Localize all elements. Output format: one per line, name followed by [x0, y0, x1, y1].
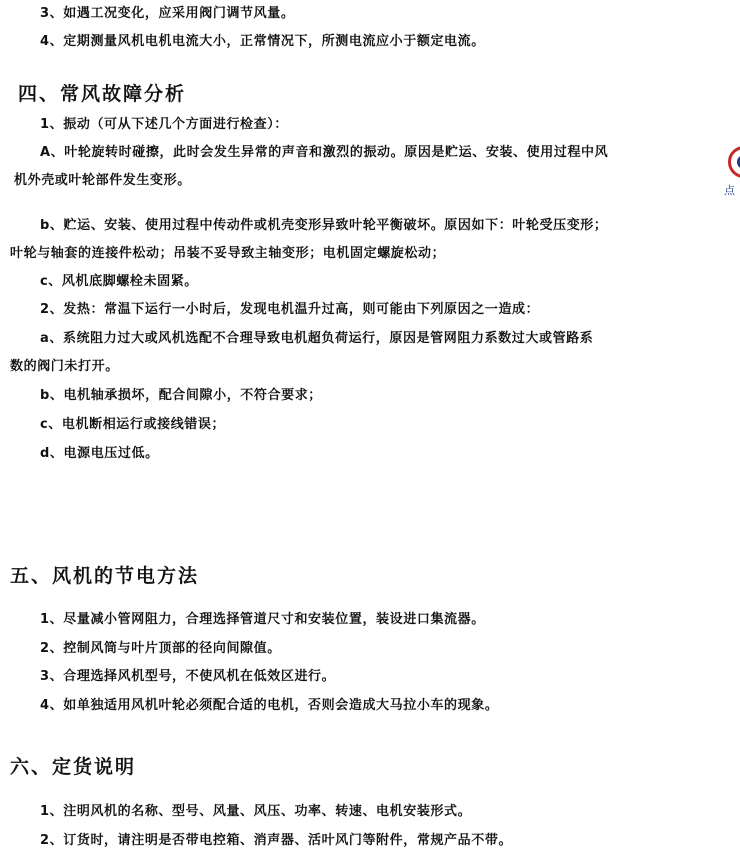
order-item-2: 2、订货时，请注明是否带电控箱、消声器、活叶风门等附件，常规产品不带。: [40, 833, 513, 848]
saving-item-1: 1、尽量减小管网阻力，合理选择管道尺寸和安装位置，装设进口集流器。: [40, 612, 485, 627]
section-heading-energy-saving: 五、风机的节电方法: [10, 565, 200, 587]
fault-heating-a: a、系统阻力过大或风机选配不合理导致电机超负荷运行，原因是管网阻力系数过大或管路系: [40, 331, 594, 346]
maintenance-item-4: 4、定期测量风机电机电流大小，正常情况下，所测电流应小于额定电流。: [40, 34, 485, 49]
saving-item-4: 4、如单独适用风机叶轮必须配合适的电机，否则会造成大马拉小车的现象。: [40, 698, 499, 713]
fault-heating-a-cont: 数的阀门未打开。: [10, 359, 119, 374]
saving-item-2: 2、控制风筒与叶片顶部的径向间隙值。: [40, 641, 281, 656]
fault-vibration-c: c、风机底脚螺栓未固紧。: [40, 274, 198, 289]
saving-item-3: 3、合理选择风机型号，不使风机在低效区进行。: [40, 669, 336, 684]
fault-vibration-b: b、贮运、安装、使用过程中传动件或机壳变形异致叶轮平衡破坏。原因如下：叶轮受压变形；: [40, 218, 608, 233]
fault-heating-d: d、电源电压过低。: [40, 446, 159, 461]
fault-vibration-b-cont: 叶轮与轴套的连接件松动；吊装不妥导致主轴变形；电机固定螺旋松动；: [10, 246, 446, 261]
service-badge-label: 点: [724, 184, 735, 197]
section-heading-order-notes: 六、定货说明: [10, 756, 137, 778]
maintenance-item-3: 3、如遇工况变化，应采用阀门调节风量。: [40, 6, 295, 21]
floating-service-badge[interactable]: [722, 142, 740, 200]
section-heading-fault-analysis: 四、常风故障分析: [18, 83, 187, 105]
service-logo-icon: [728, 146, 740, 178]
fault-item-heating: 2、发热：常温下运行一小时后，发现电机温升过高，则可能由下列原因之一造成：: [40, 302, 540, 317]
fault-heating-b: b、电机轴承损坏，配合间隙小，不符合要求；: [40, 388, 322, 403]
fault-heating-c: c、电机断相运行或接线错误；: [40, 417, 226, 432]
order-item-1: 1、注明风机的名称、型号、风量、风压、功率、转速、电机安装形式。: [40, 804, 472, 819]
fault-item-vibration: 1、振动（可从下述几个方面进行检查）：: [40, 117, 288, 132]
fault-vibration-a-cont: 机外壳或叶轮部件发生变形。: [14, 173, 191, 188]
fault-vibration-a: A、叶轮旋转时碰擦，此时会发生异常的声音和激烈的振动。原因是贮运、安装、使用过程中风: [40, 145, 609, 160]
